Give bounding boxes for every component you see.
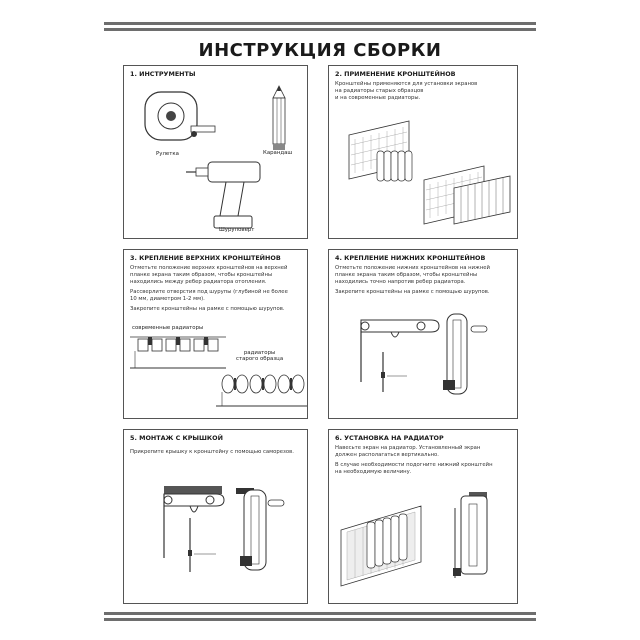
text-line: Навесьте экран на радиатор. Установленный экран	[335, 445, 481, 451]
panel-text	[335, 265, 490, 296]
installed-screen-illustration	[337, 490, 437, 590]
text-line: 10 мм, диаметром 1-2 мм).	[130, 296, 205, 302]
text-line: и на современные радиаторы.	[335, 95, 421, 101]
text-line: на необходимую величину.	[335, 469, 412, 475]
text-line: Отметьте положение верхних кронштейнов на верхней	[130, 265, 288, 271]
label-line: радиаторы	[243, 350, 276, 356]
panel-text	[130, 449, 294, 456]
bottom-band-2	[104, 618, 536, 621]
label-old-radiators	[236, 350, 283, 362]
top-band-2	[104, 28, 536, 31]
text-line: Кронштейны применяются для установки экранов	[335, 81, 478, 87]
top-band-1	[104, 22, 536, 25]
panel-heading: 5. МОНТАЖ С КРЫШКОЙ	[130, 434, 223, 442]
radiator-with-cover-illustration	[236, 480, 292, 580]
label-line: старого образца	[236, 356, 284, 362]
panel-heading: 6. УСТАНОВКА НА РАДИАТОР	[335, 434, 444, 442]
lower-bracket-frame-illustration	[351, 312, 451, 402]
panel-heading: 1. ИНСТРУМЕНТЫ	[130, 70, 196, 78]
panel-upper-brackets	[123, 249, 308, 419]
text-line: Прикрепите крышку к кронштейну с помощью саморезов.	[130, 449, 294, 455]
pencil-icon	[269, 84, 289, 154]
panel-lower-brackets	[328, 249, 518, 419]
panel-brackets-usage	[328, 65, 518, 239]
panel-text	[130, 265, 288, 313]
text-line: на радиаторы старых образцов	[335, 88, 424, 94]
tool-label-drill: Шуруповерт	[219, 227, 255, 233]
screen-on-old-radiator-illustration	[349, 121, 429, 181]
text-line: Закрепите кронштейны на рамке с помощью шурупов.	[335, 289, 490, 295]
panel-install-on-radiator	[328, 429, 518, 604]
tool-label-pencil: Карандаш	[263, 150, 293, 156]
screen-on-modern-radiator-illustration	[424, 166, 514, 226]
text-line: Закрепите кронштейны на рамке с помощью шурупов.	[130, 306, 285, 312]
text-line: находились между ребер радиатора отопления.	[130, 279, 267, 285]
text-line: находились точно напротив ребер радиатора.	[335, 279, 466, 285]
modern-radiator-brackets-illustration	[130, 334, 230, 374]
old-radiator-brackets-illustration	[216, 370, 308, 415]
panel-heading: 4. КРЕПЛЕНИЕ НИЖНИХ КРОНШТЕЙНОВ	[335, 254, 486, 262]
radiator-screen-side-view-illustration	[439, 488, 509, 588]
panel-mount-with-cover	[123, 429, 308, 604]
panel-text	[335, 445, 493, 476]
page-title: ИНСТРУКЦИЯ СБОРКИ	[198, 40, 442, 61]
bottom-band-1	[104, 612, 536, 615]
panel-heading: 2. ПРИМЕНЕНИЕ КРОНШТЕЙНОВ	[335, 70, 456, 78]
text-line: планке экрана таким образом, чтобы кронштейны	[335, 272, 478, 278]
text-line: В случае необходимости подогните нижний кронштейн	[335, 462, 493, 468]
screwdriver-drill-icon	[192, 158, 282, 238]
panel-text	[335, 81, 477, 102]
text-line: Рассверлите отверстия под шурупы (глубиной не более	[130, 289, 288, 295]
radiator-side-view-illustration	[441, 310, 491, 400]
text-line: должен располагаться вертикально.	[335, 452, 439, 458]
tape-measure-icon	[139, 84, 219, 154]
panel-tools	[123, 65, 308, 239]
label-modern-radiators: современные радиаторы	[132, 325, 204, 331]
text-line: планке экрана таким образом, чтобы кронштейны	[130, 272, 273, 278]
tool-label-tape: Рулетка	[156, 151, 179, 157]
panel-heading: 3. КРЕПЛЕНИЕ ВЕРХНИХ КРОНШТЕЙНОВ	[130, 254, 281, 262]
text-line: Отметьте положение нижних кронштейнов на нижней	[335, 265, 490, 271]
